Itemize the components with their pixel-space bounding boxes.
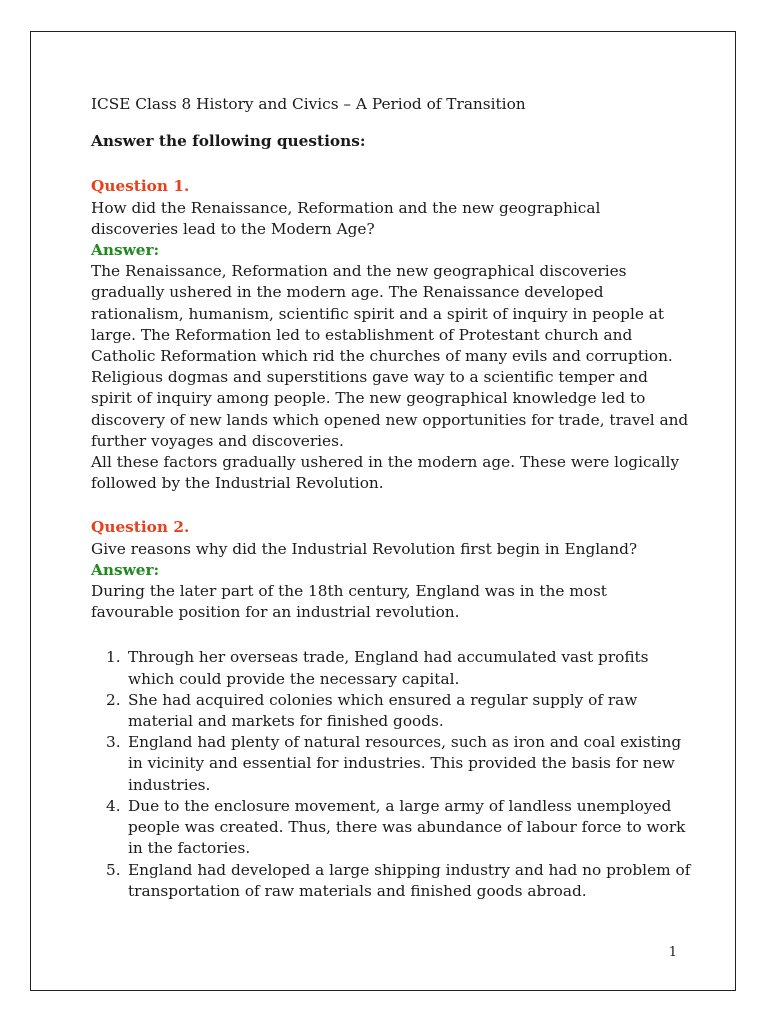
- question-1-text: How did the Renaissance, Reformation and the new geographical discoveries lead to the Modern Age?: [91, 198, 601, 238]
- document-title: ICSE Class 8 History and Civics – A Period of Transition: [91, 95, 526, 113]
- reasons-list: [91, 647, 691, 901]
- list-item: [91, 732, 691, 796]
- answer-1-paragraph-1: The Renaissance, Reformation and the new geographical discoveries gradually ushered in the modern age. The Renaissance developed rationalism, humanism, scientific spirit and a spirit of inquiry in people at large. The Reformation led to establishment of Protestant church and Catholic Reformation which rid the churches of many evils and corruption. Religious dogmas and superstitions gave way to a scientific temper and spirit of inquiry among people. The new geographical knowledge led to discovery of new lands which opened new opportunities for trade, travel and further voyages and discoveries.: [91, 262, 689, 450]
- answer-1-label: Answer:: [91, 241, 160, 260]
- document-content: [91, 94, 691, 902]
- list-item-text: Through her overseas trade, England had accumulated vast profits which could provide the necessary capital.: [128, 648, 649, 688]
- list-item-text: England had developed a large shipping industry and had no problem of transportation of raw materials and finished goods abroad.: [128, 860, 691, 900]
- list-item: [91, 647, 691, 689]
- list-item-number: 5.: [106, 860, 121, 879]
- question-1-label: Question 1.: [91, 177, 190, 196]
- list-item-number: 1.: [106, 648, 121, 667]
- list-item-text: Due to the enclosure movement, a large army of landless unemployed people was created. Thus, there was abundance of labour force to work in the factories.: [128, 796, 686, 858]
- question-1-block: [91, 176, 691, 494]
- list-item: [91, 690, 691, 732]
- list-item-text: England had plenty of natural resources, such as iron and coal existing in vicinity and essential for industries. This provided the basis for new industries.: [128, 733, 682, 794]
- list-item-number: 3.: [106, 733, 121, 752]
- page-number: 1: [668, 945, 677, 960]
- list-item: [91, 860, 691, 902]
- list-item-number: 4.: [106, 796, 121, 815]
- list-item-number: 2.: [106, 690, 121, 709]
- answer-1-paragraph-2: All these factors gradually ushered in the modern age. These were logically followed by the Industrial Revolution.: [91, 453, 680, 493]
- list-item: [91, 796, 691, 860]
- instruction-heading: Answer the following questions:: [91, 132, 366, 151]
- spacer: [91, 494, 691, 517]
- answer-2-intro: During the later part of the 18th century, England was in the most favourable position for an industrial revolution.: [91, 582, 607, 622]
- question-2-label: Question 2.: [91, 518, 190, 537]
- spacer: [91, 623, 691, 647]
- list-item-text: She had acquired colonies which ensured a regular supply of raw material and markets for finished goods.: [128, 690, 638, 731]
- question-2-text: Give reasons why did the Industrial Revolution first begin in England?: [91, 539, 638, 558]
- document-page: [30, 31, 736, 991]
- answer-2-label: Answer:: [91, 560, 160, 579]
- question-2-block: [91, 517, 691, 901]
